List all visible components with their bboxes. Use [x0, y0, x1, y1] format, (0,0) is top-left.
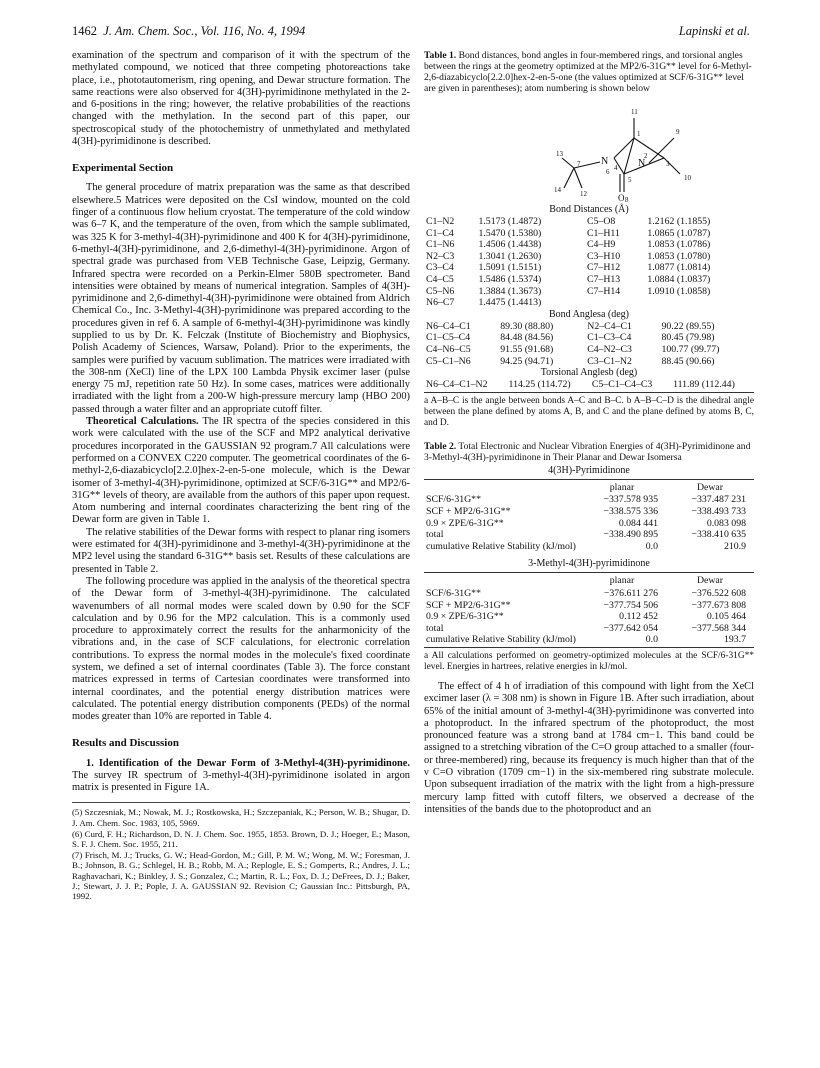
atom-label-13: 13 [556, 150, 563, 158]
bond-value: 1.3041 (1.2630) [478, 250, 542, 262]
planar-value: 0.0 [645, 540, 658, 552]
bond-value: 1.0853 (1.0786) [647, 239, 711, 251]
bond-value: 1.3884 (1.3673) [478, 285, 542, 297]
table-row [424, 518, 754, 530]
atom-label-5: 5 [628, 176, 632, 184]
table2-caption-text: Total Electronic and Nuclear Vibration Energies of 4(3H)-Pyrimidinone and 3-Methyl-4(3H)-pyrimidinone in Their Planar and Dewar Isomersa [424, 440, 751, 463]
page-header [72, 24, 750, 40]
energy-label: total [426, 529, 444, 541]
table-row [424, 251, 754, 263]
bond-value: 1.4506 (1.4438) [478, 239, 542, 251]
angle-name: N6–C4–C1 [426, 320, 471, 332]
table1-label: Table 1. [424, 50, 457, 61]
bond-name: C5–N6 [426, 285, 455, 297]
dewar-value: 0.083 098 [706, 517, 746, 529]
atom-label-8: 8 [625, 196, 629, 204]
table-row [424, 297, 754, 309]
angle-value: 94.25 (94.71) [500, 355, 554, 367]
angle-name: C4–N2–C3 [587, 343, 632, 355]
bond-name: C3–C4 [426, 262, 454, 274]
results-paragraph [72, 758, 410, 795]
torsion-value-2: 111.89 (112.44) [673, 379, 735, 391]
atom-label-1: 1 [637, 130, 641, 138]
bond-name: C1–C4 [426, 227, 454, 239]
table-row [424, 332, 754, 344]
table-row [424, 344, 754, 356]
table-row [424, 529, 754, 541]
table2-caption [424, 441, 754, 463]
atom-label-2: 2 [644, 152, 648, 160]
torsion-atoms-2: C5–C1–C4–C3 [591, 379, 653, 391]
discussion-paragraph: The effect of 4 h of irradiation of this compound with light from the XeCl excimer laser (λ = 308 nm) is shown in Figure 1B. After such irradiation, about 65% of the initial amount of 3-methyl-4(3H)-pyrimidinone was converted into a photoproduct. In the infrared spectrum of the photoproduct, the most pronounced feature was a strong band at 1784 cm−1. This band could be assigned to a stretching vibration of the C=O group attached to a smaller (four- or three-membered) ring, because its frequency is much higher than that of the ν C=O vibration (1709 cm−1) in the six-membered ring substrate molecule. Upon subsequent irradiation of the matrix with the light from a high-pressure mercury lamp fitted with cutoff filters, we observed a decrease of the intensities of the bands due to the photoproduct and an [424, 680, 754, 815]
energy-label: cumulative Relative Stability (kJ/mol) [426, 634, 576, 646]
bond-name [585, 297, 645, 309]
bond-name: C7–H13 [587, 273, 621, 285]
table1-caption [424, 50, 754, 94]
energy-label: 0.9 × ZPE/6-31G** [426, 517, 504, 529]
results-runin: 1. Identification of the Dewar Form of 3-Methyl-4(3H)-pyrimidinone. [86, 757, 410, 769]
angle-value: 90.22 (89.55) [661, 320, 715, 332]
table-row [424, 356, 754, 368]
dewar-value: −377.673 808 [691, 599, 746, 611]
bond-value: 1.0910 (1.0858) [647, 285, 711, 297]
table-row [424, 623, 754, 635]
dewar-value: −337.487 231 [691, 494, 746, 506]
running-authors: Lapinski et al. [678, 24, 750, 38]
bond-name: N6–C7 [426, 297, 455, 309]
table2-label: Table 2. [424, 440, 457, 452]
bond-value: 1.4475 (1.4413) [478, 297, 542, 309]
bond-name: N2–C3 [426, 250, 455, 262]
table-row [424, 541, 754, 553]
dewar-value: −376.522 608 [691, 587, 746, 599]
planar-value: −377.642 054 [603, 622, 658, 634]
planar-value: −337.578 935 [603, 494, 658, 506]
experimental-heading: Experimental Section [72, 162, 174, 175]
bond-angles-table [424, 321, 754, 367]
table-row [424, 506, 754, 518]
col-planar: planar [609, 481, 635, 493]
atom-label-6: 6 [606, 168, 610, 176]
angle-name: C4–N6–C5 [426, 343, 471, 355]
atom-label-12: 12 [580, 190, 587, 198]
references [72, 802, 410, 901]
angle-name: C3–C1–N2 [587, 355, 632, 367]
dewar-value: 0.105 464 [706, 611, 746, 623]
atom-label-O8: O [618, 193, 625, 203]
results-text: The survey IR spectrum of 3-methyl-4(3H)-pyrimidinone isolated in argon matrix is presented in Figure 1A. [72, 769, 410, 794]
bond-value: 1.0865 (1.0787) [647, 227, 711, 239]
angle-value: 91.55 (91.68) [500, 343, 554, 355]
bond-angles-title: Bond Anglesa (deg) [549, 308, 629, 320]
bond-value: 1.5470 (1.5380) [478, 227, 542, 239]
table-row [424, 274, 754, 286]
table2-subtitle-2: 3-Methyl-4(3H)-pyrimidinone [528, 558, 650, 570]
table2-subtitle-1: 4(3H)-Pyrimidinone [548, 464, 630, 476]
header-page-journal [72, 24, 305, 39]
bond-value: 1.5173 (1.4872) [478, 216, 542, 227]
bond-name: C1–N6 [426, 239, 455, 251]
table-row [424, 262, 754, 274]
col-planar: planar [609, 575, 635, 587]
bond-distances-table [424, 216, 754, 309]
theoretical-text-1: The IR spectra of the species considered in this work were calculated with the use of the SCF and MP2 analytical derivative procedures incorporated in the GAUSSIAN 92 program.7 All calculations were performed on a CONVEX C220 computer. The geometrical coordinates of the 6-methyl-2,6-diazabicyclo[2.2.0]hex-2-en-5-one molecule, which is the Dewar isomer of 3-methyl-4(3H)-pyrimidinone, optimized at SCF/6-31G** and MP2/6-31G** levels of theory, are available from the authors of this paper upon request. Atom numbering and internal coordinates characterizing the bent ring of the Dewar form are given in Table 1. [72, 416, 410, 526]
angle-name: C1–C5–C4 [426, 332, 471, 344]
energy-label: SCF/6-31G** [426, 494, 481, 506]
reference-5: (5) Szczesniak, M.; Nowak, M. J.; Rostkowska, H.; Szczepaniak, K.; Person, W. B.; Shugar, D. J. Am. Chem. Soc. 1983, 105, 5969. [72, 807, 410, 828]
dewar-value: 193.7 [723, 634, 746, 646]
bond-name: C1–N2 [426, 216, 455, 227]
divider [424, 479, 754, 480]
atom-label-9: 9 [676, 128, 680, 136]
bond-value: 1.5091 (1.5151) [478, 262, 542, 274]
divider [424, 647, 754, 648]
angle-value: 84.48 (84.56) [500, 332, 554, 344]
angle-name: N2–C4–C1 [587, 320, 632, 332]
table-row [424, 239, 754, 251]
bond-name: C7–H12 [587, 262, 621, 274]
angle-name: C1–C3–C4 [587, 332, 632, 344]
divider [424, 572, 754, 573]
bond-value: 1.2162 (1.1855) [647, 216, 711, 227]
table-row [424, 286, 754, 298]
results-heading: Results and Discussion [72, 737, 179, 750]
atom-label-N2: N [638, 158, 646, 169]
table-row [424, 634, 754, 646]
angle-value: 89.30 (88.80) [500, 320, 554, 332]
table1-caption-text: Bond distances, bond angles in four-membered rings, and torsional angles between the rings at the geometry optimized at the MP2/6-31G** level for 6-Methyl-2,6-diazabicyclo[2.2.0]hex-2-en-5-one (the values optimized at SCF/6-31G** level are given in parentheses); atom numbering is shown below [424, 50, 752, 94]
planar-value: −338.575 336 [603, 505, 658, 517]
divider [424, 392, 754, 393]
energy-label: 0.9 × ZPE/6-31G** [426, 611, 504, 623]
left-column [72, 50, 410, 902]
col-dewar: Dewar [696, 481, 724, 493]
dewar-value: −338.493 733 [691, 505, 746, 517]
planar-value: 0.084 441 [618, 517, 658, 529]
journal-citation: J. Am. Chem. Soc., Vol. 116, No. 4, 1994 [103, 24, 306, 38]
energy-table-1 [424, 481, 754, 553]
table-row [424, 216, 754, 228]
bond-name: C5–O8 [587, 216, 616, 227]
energy-label: total [426, 622, 444, 634]
table-row [424, 494, 754, 506]
energy-label: cumulative Relative Stability (kJ/mol) [426, 540, 576, 552]
bond-name: C4–C5 [426, 273, 454, 285]
theoretical-paragraph-2: The relative stabilities of the Dewar forms with respect to planar ring isomers were estimated for 4(3H)-pyrimidinone and 3-methyl-4(3H)-pyrimidinone at the MP2 level using the standard 6-31G** basis set. Results of these calculations are presented in Table 2. [72, 526, 410, 575]
torsional-angles-title: Torsional Anglesb (deg) [540, 367, 638, 379]
experimental-paragraph: The general procedure of matrix preparation was the same as that described elsewhere.5 Matrices were deposited on the CsI window, mounted on the cold finger of a continuous flow helium cryostat. The temperature of the cold window was 6–7 K, and the temperature of the oven, from which the sample sublimated, was 325 K for 3-methyl-4(3H)-pyrimidinone and 400 K for 4(3H)-pyrimidinone, 6-methyl-4(3H)-pyrimidinone, and 2,6-dimethyl-4(3H)-pyrimidinone. Argon of spectral grade was purchased from VEB Technische Gase, Leipzig, Germany. Infrared spectra were recorded on a Perkin-Elmer 580B spectrometer. Band intensities were obtained by means of numerical integration. Samples of 4(3H)-pyrimidinone and 2,6-dimethyl-4(3H)-pyrimidinone were obtained from Aldrich Chemical Co., Inc. 3-Methyl-4(3H)-pyrimidinone was prepared according to the procedures given in ref 6. A sample of 6-methyl-4(3H)-pyrimidinone was kindly supplied to us by Dr. K. Felczak (Institute of Biochemistry and Biophysics, Polish Academy of Sciences, Warsaw, Poland). Prior to the experiments, the samples were purified by vacuum sublimation. The matrices were irradiated with the 308-nm (XeCl) line of the LPX 100 Lambda Physik excimer laser (pulse energy 75 mJ, repetition rate 50 Hz). In some cases, matrices were additionally irradiated with the light from a 200-W high-pressure mercury lamp (HBO 200) passed through a water filter and an appropriate cutoff filter. [72, 182, 410, 415]
table2-footnote: a All calculations performed on geometry-optimized molecules at the SCF/6-31G** level. Energies in hartrees, relative energies in kJ/mol. [424, 650, 754, 672]
bond-value: 1.0853 (1.0780) [647, 250, 711, 262]
table-row [424, 611, 754, 623]
bond-name: C1–H11 [587, 227, 620, 239]
theoretical-paragraph-1 [72, 416, 410, 527]
theoretical-runin: Theoretical Calculations. [86, 416, 199, 428]
right-column [424, 50, 754, 816]
dewar-value: 210.9 [723, 540, 746, 552]
energy-label: SCF/6-31G** [426, 587, 481, 599]
table-row [424, 321, 754, 333]
dewar-structure-diagram [464, 96, 704, 204]
energy-table-2 [424, 574, 754, 646]
table-header-row [424, 574, 754, 588]
table-row [424, 228, 754, 240]
bond-name: C4–H9 [587, 239, 616, 251]
planar-value: −338.490 895 [603, 529, 658, 541]
intro-paragraph: examination of the spectrum and comparison of it with the spectrum of the methylated compound, we noticed that three competing photoreactions take place, i.e., phototautomerism, ring opening, and Dewar structure formation. The same reactions were also observed for 4(3H)-pyrimidinone methylated in the 2- and 6-positions in the ring; however, the relative probabilities of the reactions changed with the methylation. In the second part of this paper, our spectroscopical study of the photochemistry of unmethylated and methylated 4(3H)-pyrimidinone is described. [72, 50, 410, 148]
bond-name: C3–H10 [587, 250, 621, 262]
bond-value [645, 297, 754, 309]
planar-value: 0.112 452 [619, 611, 658, 623]
bond-value: 1.5486 (1.5374) [478, 273, 542, 285]
bond-distances-title: Bond Distances (Å) [549, 204, 629, 215]
dewar-value: −338.410 635 [691, 529, 746, 541]
theoretical-paragraph-3: The following procedure was applied in the analysis of the theoretical spectra of the Dewar form of 3-methyl-4(3H)-pyrimidinone. The calculated wavenumbers of all normal modes were scaled down by 0.90 for the SCF calculation and by 0.96 for the MP2 calculation. This is a commonly used procedure to approximately correct the results for the anharmonicity of the vibrations and, in the case of SCF calculations, for electronic correlation contributions. To express the normal modes in the molecule's fixed coordinate system, we defined a set of internal coordinates (Table 3). The force constant matrices expressed in terms of Cartesian coordinates were transformed into internal coordinates, and the potential energy distribution matrices were calculated. The potential energy distribution components (PEDs) of the normal modes greater than 10% are reported in Table 4. [72, 575, 410, 723]
bond-value: 1.0877 (1.0814) [647, 262, 711, 274]
torsional-angles-table [424, 379, 754, 391]
planar-value: −377.754 506 [603, 599, 658, 611]
table-header-row [424, 481, 754, 495]
col-dewar: Dewar [696, 575, 724, 587]
dewar-value: −377.568 344 [691, 622, 746, 634]
energy-label: SCF + MP2/6-31G** [426, 505, 511, 517]
table1-footnote: a A–B–C is the angle between bonds A–C and B–C. b A–B–C–D is the dihedral angle between the plane defined by atoms A, B, and C and the plane defined by atoms B, C, and D. [424, 395, 754, 428]
atom-label-14: 14 [554, 186, 561, 194]
table-row [424, 600, 754, 612]
planar-value: 0.0 [645, 634, 658, 646]
atom-label-4: 4 [614, 164, 618, 172]
bond-value: 1.0884 (1.0837) [647, 273, 711, 285]
torsion-value-1: 114.25 (114.72) [508, 379, 571, 391]
page-number: 1462 [72, 24, 97, 38]
angle-name: C5–C1–N6 [426, 355, 471, 367]
atom-label-N6: N [601, 156, 609, 167]
angle-value: 88.45 (90.66) [661, 355, 715, 367]
angle-value: 100.77 (99.77) [661, 343, 720, 355]
atom-label-11: 11 [631, 108, 638, 116]
table-row [424, 588, 754, 600]
reference-7: (7) Frisch, M. J.; Trucks, G. W.; Head-Gordon, M.; Gill, P. M. W.; Wong, M. W.; Foresman, J. B.; Johnson, B. G.; Schlegel, H. B.; Robb, M. A.; Replogle, E. S.; Gomperts, R.; Andres, J. L.; Raghavachari, K.; Binkley, J. S.; Gonzalez, C.; Martin, R. L.; Fox, D. J.; DeFrees, D. J.; Baker, J.; Stewart, J. J. P.; Pople, J. A. GAUSSIAN 92. Revision C; Gaussian Inc.: Pittsburgh, PA, 1992. [72, 850, 410, 902]
angle-value: 80.45 (79.98) [661, 332, 715, 344]
energy-label: SCF + MP2/6-31G** [426, 599, 511, 611]
table-row [424, 379, 754, 391]
atom-label-7: 7 [577, 160, 581, 168]
planar-value: −376.611 276 [603, 587, 658, 599]
bond-name: C7–H14 [587, 285, 621, 297]
reference-6: (6) Curd, F. H.; Richardson, D. N. J. Chem. Soc. 1955, 1853. Brown, D. J.; Hoeger, E.; Mason, S. F. J. Chem. Soc. 1955, 211. [72, 828, 410, 850]
torsion-atoms-1: N6–C4–C1–N2 [426, 379, 488, 391]
atom-label-3: 3 [666, 160, 670, 168]
atom-label-10: 10 [684, 174, 691, 182]
